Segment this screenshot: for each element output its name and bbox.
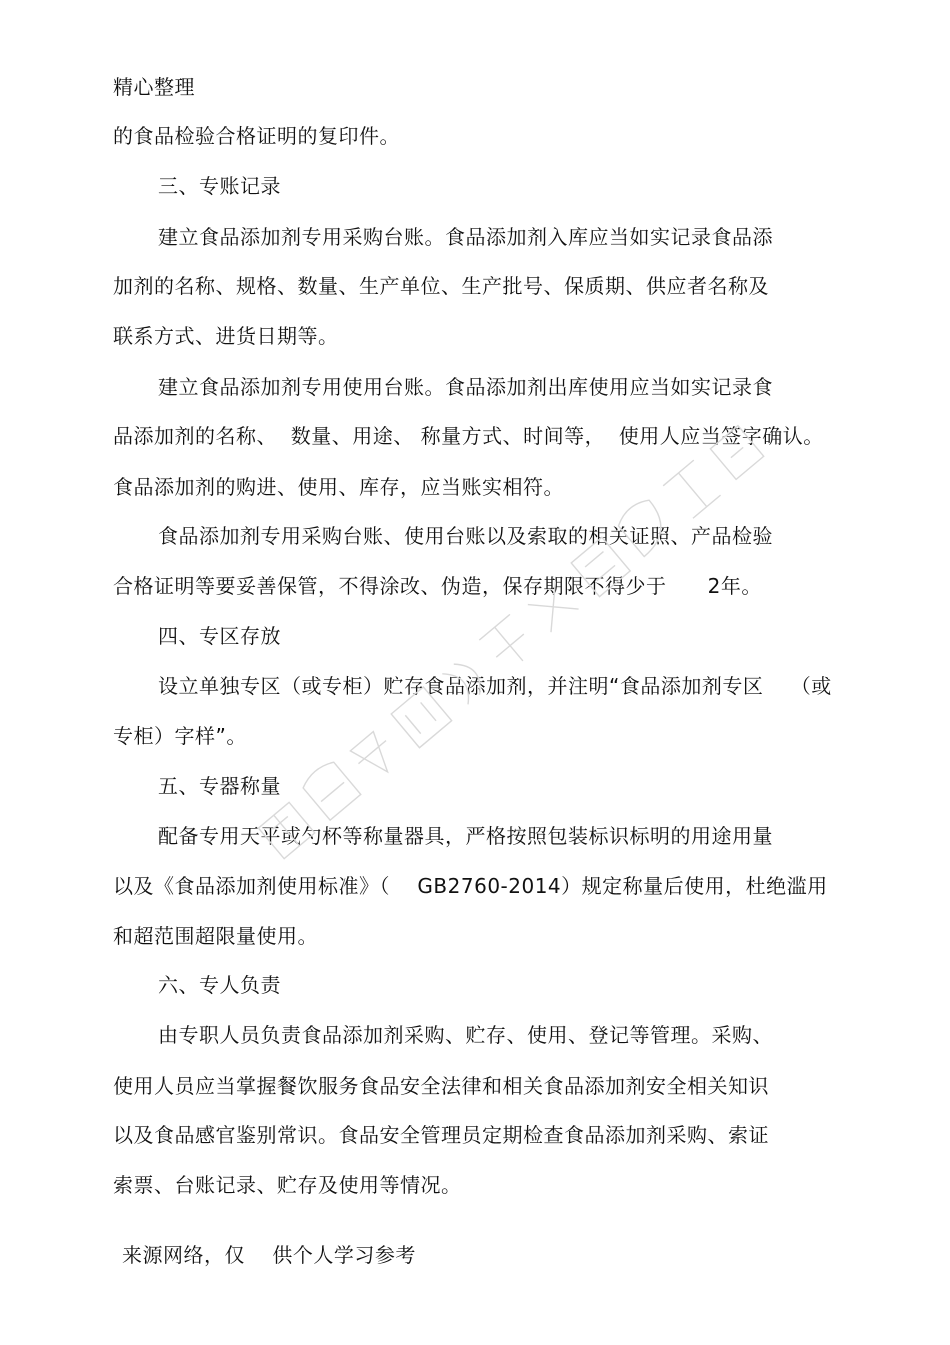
document-line: 和超范围超限量使用。 — [113, 924, 318, 948]
document-line: 食品添加剂专用采购台账、使用台账以及索取的相关证照、产品检验 — [158, 524, 773, 548]
document-line: 以及《食品添加剂使用标准》（ GB2760-2014）规定称量后使用，杜绝滥用 — [113, 874, 828, 898]
document-line: 索票、台账记录、贮存及使用等情况。 — [113, 1173, 462, 1197]
document-line: 设立单独专区（或专柜）贮存食品添加剂，并注明“食品添加剂专区 （或 — [158, 674, 832, 698]
document-line: 建立食品添加剂专用采购台账。食品添加剂入库应当如实记录食品添 — [158, 225, 773, 249]
document-line: 专柜）字样”。 — [113, 724, 247, 748]
document-line: 食品添加剂的购进、使用、库存，应当账实相符。 — [113, 475, 564, 499]
section-heading: 四、专区存放 — [158, 624, 281, 648]
document-line: 合格证明等要妥善保管，不得涂改、伪造，保存期限不得少于 2年。 — [113, 574, 762, 598]
document-line: 联系方式、进货日期等。 — [113, 324, 339, 348]
section-heading: 五、专器称量 — [158, 774, 281, 798]
document-line: 由专职人员负责食品添加剂采购、贮存、使用、登记等管理。采购、 — [158, 1023, 773, 1047]
document-line: 品添加剂的名称、 数量、用途、 称量方式、时间等， 使用人应当签字确认。 — [113, 424, 824, 448]
document-line: 的食品检验合格证明的复印件。 — [113, 124, 400, 148]
footer-note: 来源网络，仅 供个人学习参考 — [122, 1243, 416, 1267]
section-heading: 六、专人负责 — [158, 973, 281, 997]
header-label: 精心整理 — [113, 75, 195, 99]
document-line: 建立食品添加剂专用使用台账。食品添加剂出库使用应当如实记录食 — [158, 375, 773, 399]
document-line: 使用人员应当掌握餐饮服务食品安全法律和相关食品添加剂安全相关知识 — [113, 1074, 769, 1098]
document-line: 配备专用天平或勺杯等称量器具，严格按照包装标识标明的用途用量 — [158, 824, 773, 848]
section-heading: 三、专账记录 — [158, 174, 281, 198]
document-line: 以及食品感官鉴别常识。食品安全管理员定期检查食品添加剂采购、索证 — [113, 1123, 769, 1147]
document-line: 加剂的名称、规格、数量、生产单位、生产批号、保质期、供应者名称及 — [113, 274, 769, 298]
